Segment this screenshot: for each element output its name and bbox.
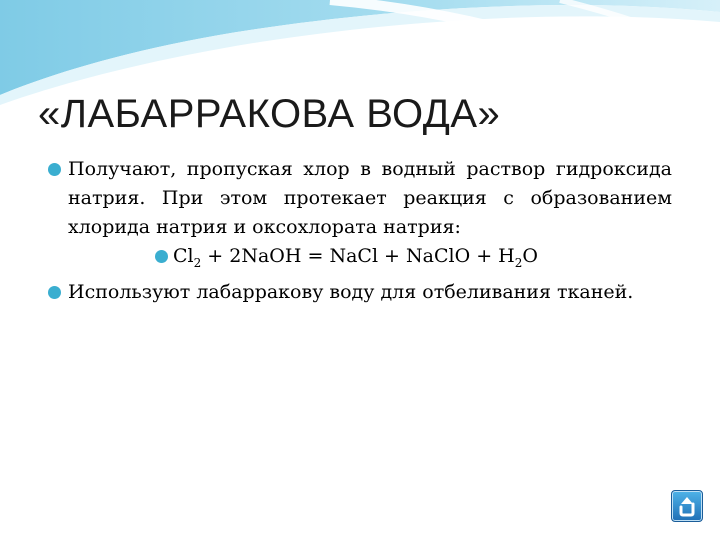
equation-text: [173, 245, 538, 270]
bullet-text: Используют лабарракову воду для отбеливания тканей.: [68, 281, 634, 303]
bullet-item: [48, 155, 672, 242]
bullet-icon: [48, 163, 61, 176]
reaction-equation: [48, 242, 672, 278]
equation-subscript: 2: [514, 256, 523, 270]
equation-subscript: 2: [193, 256, 202, 270]
equation-part: Cl: [173, 245, 194, 267]
bullet-icon: [48, 286, 61, 299]
return-arrow-icon: [677, 495, 697, 517]
slide-body: [48, 155, 672, 307]
bullet-text: Получают, пропуская хлор в водный раствор гидроксида натрия. При этом протекает реакция с образованием хлорида натрия и оксохлората натрия:: [68, 158, 672, 238]
equation-part: + 2NaOH = NaCl + NaClO + H: [201, 245, 515, 267]
equation-part: O: [522, 245, 538, 267]
bullet-item: [48, 278, 672, 307]
return-button[interactable]: [671, 490, 703, 522]
bullet-icon: [155, 250, 168, 263]
slide-title: «ЛАБАРРАКОВА ВОДА»: [38, 92, 501, 136]
